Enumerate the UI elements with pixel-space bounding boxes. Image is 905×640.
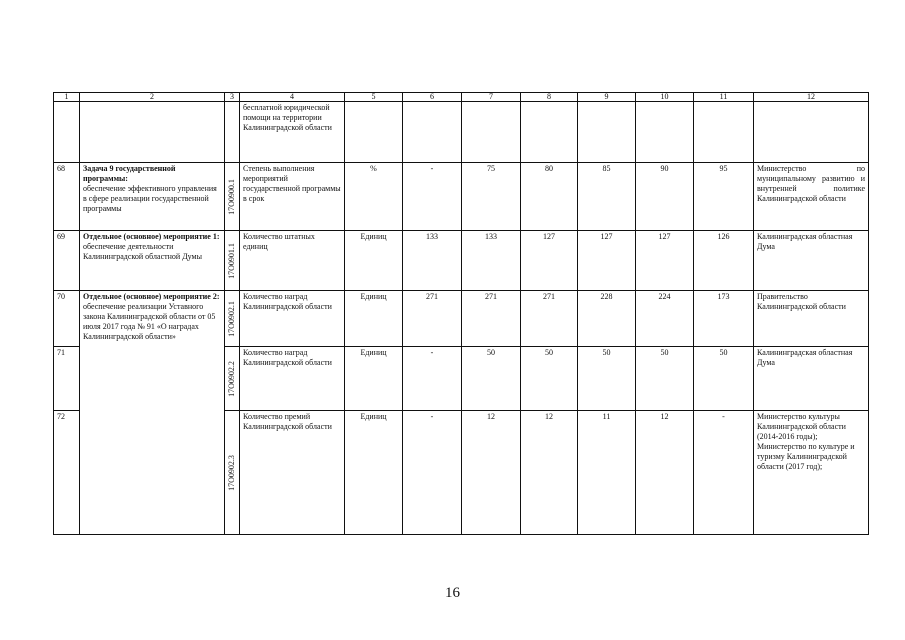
value-cell: 271 <box>462 291 521 347</box>
column-number: 11 <box>694 93 754 102</box>
unit-cell: Единиц <box>345 231 403 291</box>
code-text: 17О0902.2 <box>227 360 236 397</box>
task-text: обеспечение эффективного управления в сфере реализации государственной программы <box>83 184 217 213</box>
unit-cell: % <box>345 163 403 231</box>
task-cell <box>80 231 225 291</box>
task-title: Отдельное (основное) мероприятие 2: <box>83 292 220 301</box>
column-number: 8 <box>521 93 578 102</box>
value-cell: 50 <box>462 347 521 411</box>
row-number: 69 <box>54 231 80 291</box>
page-number: 16 <box>445 585 460 601</box>
code-text: 17О0901.1 <box>227 242 236 279</box>
value-cell: 50 <box>521 347 578 411</box>
column-number: 3 <box>225 93 240 102</box>
value-cell: 127 <box>636 231 694 291</box>
value-cell: 173 <box>694 291 754 347</box>
executor-cell: Министерство культуры Калининградской области (2014-2016 годы); Министерство по культуре и туризму Калининградской области (2017 год); <box>754 411 869 535</box>
row-number: 72 <box>54 411 80 535</box>
value-cell: 12 <box>462 411 521 535</box>
table-row <box>54 163 869 231</box>
indicator-cell: Количество штатных единиц <box>240 231 345 291</box>
executor-cell: Министерство по муниципальному развитию и внутренней политике Калининградской области <box>754 163 869 231</box>
column-number: 9 <box>578 93 636 102</box>
code-text: 17О0902.1 <box>227 300 236 337</box>
value-cell: 11 <box>578 411 636 535</box>
value-cell: 133 <box>462 231 521 291</box>
task-cell <box>80 163 225 231</box>
value-cell: 127 <box>578 231 636 291</box>
value-cell: 12 <box>636 411 694 535</box>
code-cell <box>225 231 240 291</box>
table-row <box>54 102 869 163</box>
value-cell: - <box>403 347 462 411</box>
row-number: 70 <box>54 291 80 347</box>
value-cell: 85 <box>578 163 636 231</box>
value-cell: 50 <box>694 347 754 411</box>
value-cell: - <box>694 411 754 535</box>
task-title: Отдельное (основное) мероприятие 1: <box>83 232 220 241</box>
code-cell <box>225 163 240 231</box>
task-text: обеспечение реализации Уставного закона Калининградской области от 05 июля 2017 года № 91 «О наградах Калининградской области» <box>83 302 216 341</box>
table-row <box>54 291 869 347</box>
value-cell: 271 <box>521 291 578 347</box>
unit-cell: Единиц <box>345 411 403 535</box>
column-number-row <box>54 93 869 102</box>
code-cell <box>225 291 240 347</box>
unit-cell: Единиц <box>345 347 403 411</box>
value-cell: - <box>403 163 462 231</box>
indicator-cell: Количество премий Калининградской области <box>240 411 345 535</box>
table-row <box>54 231 869 291</box>
column-number: 1 <box>54 93 80 102</box>
indicator-cell: Количество наград Калининградской области <box>240 347 345 411</box>
value-cell: 75 <box>462 163 521 231</box>
value-cell: 127 <box>521 231 578 291</box>
column-number: 2 <box>80 93 225 102</box>
value-cell: 12 <box>521 411 578 535</box>
code-cell <box>225 411 240 535</box>
task-text: обеспечение деятельности Калининградской областной Думы <box>83 242 202 261</box>
code-text: 17О0900.1 <box>227 178 236 215</box>
value-cell: 224 <box>636 291 694 347</box>
task-title: Задача 9 государственной программы: <box>83 164 176 183</box>
value-cell: 133 <box>403 231 462 291</box>
column-number: 12 <box>754 93 869 102</box>
value-cell: - <box>403 411 462 535</box>
column-number: 7 <box>462 93 521 102</box>
indicators-table <box>53 92 869 535</box>
value-cell: 95 <box>694 163 754 231</box>
indicator-cell: Количество наград Калининградской области <box>240 291 345 347</box>
unit-cell: Единиц <box>345 291 403 347</box>
executor-cell: Калининградская областная Дума <box>754 347 869 411</box>
column-number: 4 <box>240 93 345 102</box>
code-cell <box>225 347 240 411</box>
value-cell: 228 <box>578 291 636 347</box>
indicator-cell: бесплатной юридической помощи на территории Калининградской области <box>240 102 345 163</box>
value-cell: 271 <box>403 291 462 347</box>
column-number: 6 <box>403 93 462 102</box>
value-cell: 126 <box>694 231 754 291</box>
value-cell: 50 <box>578 347 636 411</box>
row-number: 68 <box>54 163 80 231</box>
value-cell: 90 <box>636 163 694 231</box>
task-cell <box>80 291 225 535</box>
column-number: 10 <box>636 93 694 102</box>
code-text: 17О0902.3 <box>227 454 236 491</box>
row-number: 71 <box>54 347 80 411</box>
executor-cell: Калининградская областная Дума <box>754 231 869 291</box>
indicator-cell: Степень выполнения мероприятий государственной программы в срок <box>240 163 345 231</box>
column-number: 5 <box>345 93 403 102</box>
value-cell: 80 <box>521 163 578 231</box>
value-cell: 50 <box>636 347 694 411</box>
executor-cell: Правительство Калининградской области <box>754 291 869 347</box>
